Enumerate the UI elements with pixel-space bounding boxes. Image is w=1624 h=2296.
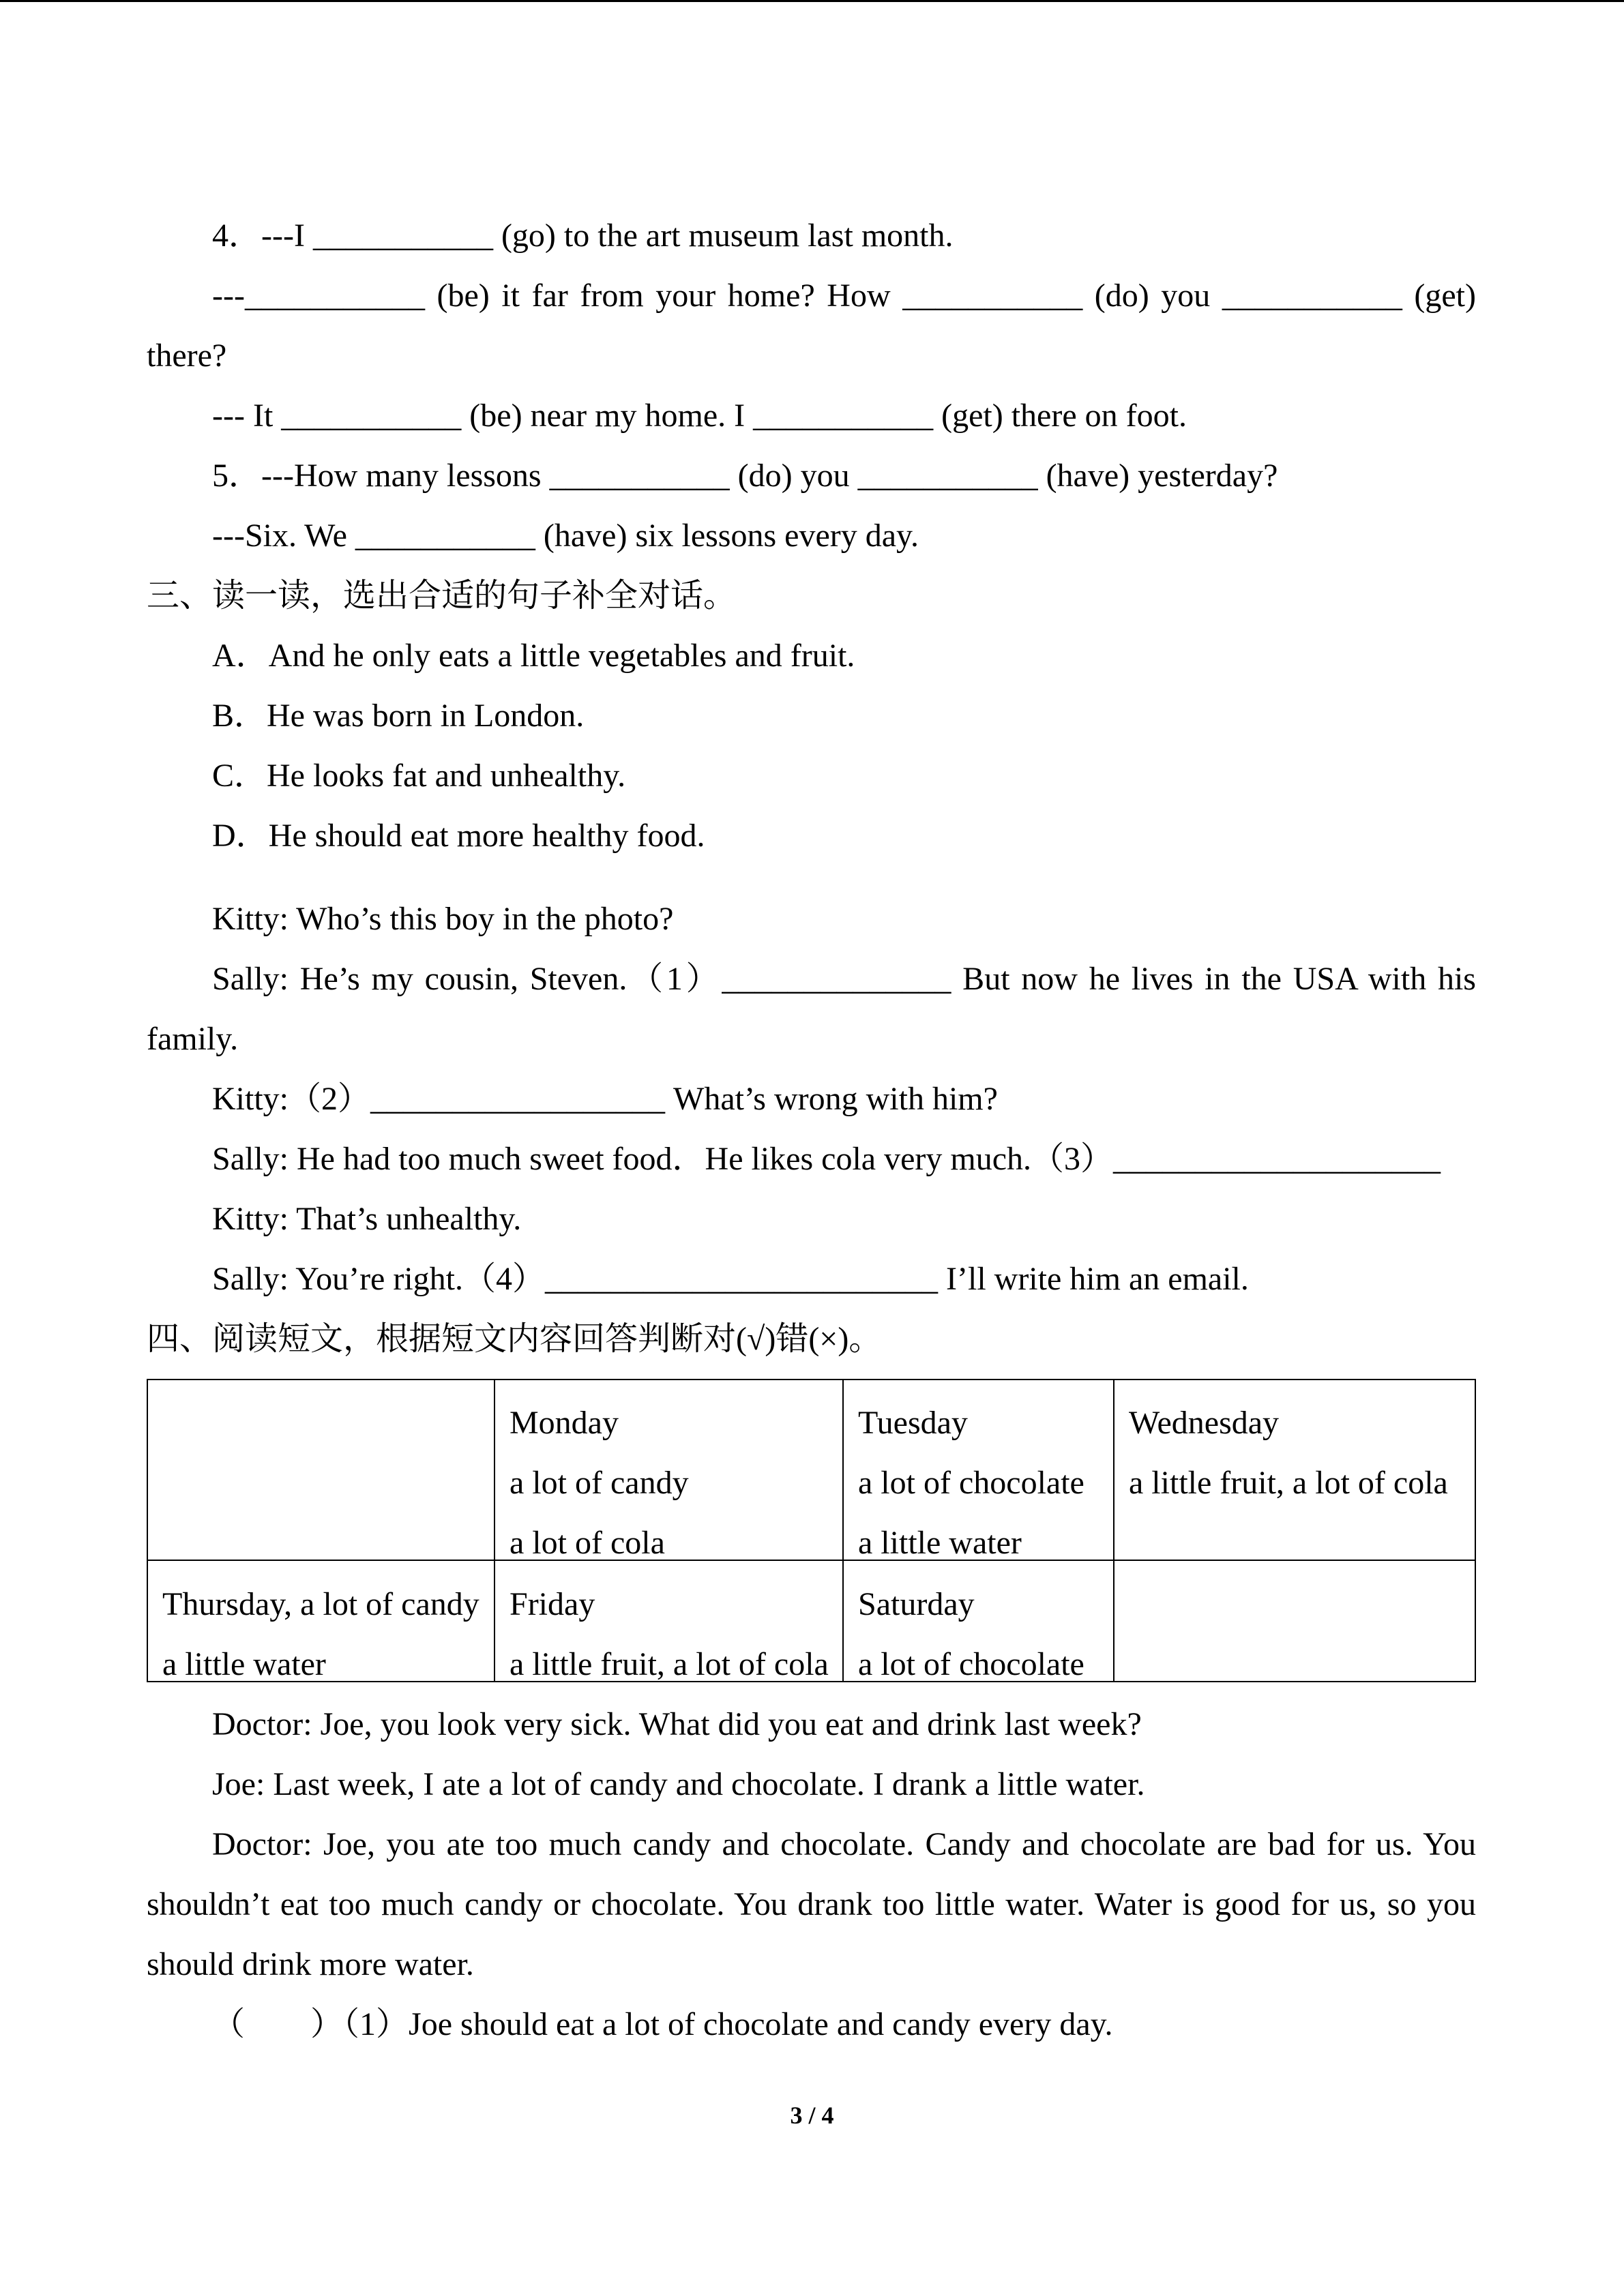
table-cell-monday [495,1380,844,1561]
cell-line: a little water [858,1525,1022,1561]
cell-line: Friday [510,1586,595,1622]
q4-line-3: there? [147,338,227,374]
q4-line-4: --- It ___________ (be) near my home. I ___________ (get) there on foot. [212,398,1187,434]
table-cell-wednesday [1114,1380,1476,1561]
cell-line: a little fruit, a lot of cola [1129,1465,1448,1501]
cell-line: Wednesday [1129,1405,1280,1441]
page-content [147,206,1476,2055]
table-cell-friday [495,1561,844,1682]
dialogue-line-7: Sally: You’re right.（4）________________________ I’ll write him an email. [212,1261,1249,1297]
option-d: D．He should eat more healthy food. [212,818,705,854]
question-1 [147,1995,1476,2055]
cell-line: a lot of chocolate [858,1465,1084,1501]
table-cell-thursday [148,1561,495,1682]
table-cell-empty [148,1380,495,1561]
page-top-edge [0,0,1624,2]
answer-bracket: （ ） [212,2006,344,2042]
question-text: Joe should eat a lot of chocolate and candy every day. [409,2006,1113,2042]
passage-line-3: Doctor: Joe, you ate too much candy and chocolate. Candy and chocolate are bad for us. You [212,1826,1476,1862]
q5-line-1: 5．---How many lessons ___________ (do) you ___________ (have) yesterday? [212,458,1278,494]
q5-line-2: ---Six. We ___________ (have) six lessons every day. [212,518,919,554]
passage-line-5: should drink more water. [147,1946,474,1982]
cell-line: Monday [510,1405,619,1441]
q4-line-2: ---___________ (be) it far from your home? How ___________ (do) you ___________ (get) [212,278,1476,314]
option-c: C．He looks fat and unhealthy. [212,758,626,794]
dialogue-line-6: Kitty: That’s unhealthy. [212,1201,522,1237]
option-b: B．He was born in London. [212,698,585,734]
dialogue-line-3: family. [147,1021,239,1057]
cell-line: Saturday [858,1586,975,1622]
dialogue-line-4: Kitty:（2）__________________ What’s wrong with him? [212,1081,998,1117]
cell-line: a lot of candy [510,1465,689,1501]
question-number: （1） [343,2006,409,2042]
option-a: A．And he only eats a little vegetables and fruit. [212,638,855,674]
section4-heading: 四、阅读短文，根据短文内容回答判断对(√)错(×)。 [147,1321,882,1357]
table-cell-empty [1114,1561,1476,1682]
cell-line: a lot of chocolate [858,1646,1084,1682]
cell-line: a little fruit, a lot of cola [510,1646,829,1682]
cell-line: a lot of cola [510,1525,665,1561]
q4-line-1: 4．---I ___________ (go) to the art museum last month. [212,218,954,254]
page-number: 3 / 4 [790,2102,834,2129]
passage-line-1: Doctor: Joe, you look very sick. What did you eat and drink last week? [212,1706,1142,1742]
dialogue-line-5: Sally: He had too much sweet food．He likes cola very much.（3）____________________ [212,1141,1441,1177]
diet-table [147,1379,1476,1682]
cell-line: Tuesday [858,1405,968,1441]
table-cell-tuesday [844,1380,1114,1561]
cell-line: Thursday, a lot of candy [162,1586,479,1622]
section3-heading: 三、读一读，选出合适的句子补全对话。 [147,578,737,614]
dialogue-line-2: Sally: He’s my cousin, Steven.（1）______________ But now he lives in the USA with his [212,961,1476,997]
passage-line-2: Joe: Last week, I ate a lot of candy and chocolate. I drank a little water. [212,1766,1145,1802]
cell-line: a little water [162,1646,326,1682]
table-cell-saturday [844,1561,1114,1682]
dialogue-line-1: Kitty: Who’s this boy in the photo? [212,901,674,937]
passage-line-4: shouldn’t eat too much candy or chocolate. You drank too little water. Water is good for us, so you [147,1886,1476,1922]
